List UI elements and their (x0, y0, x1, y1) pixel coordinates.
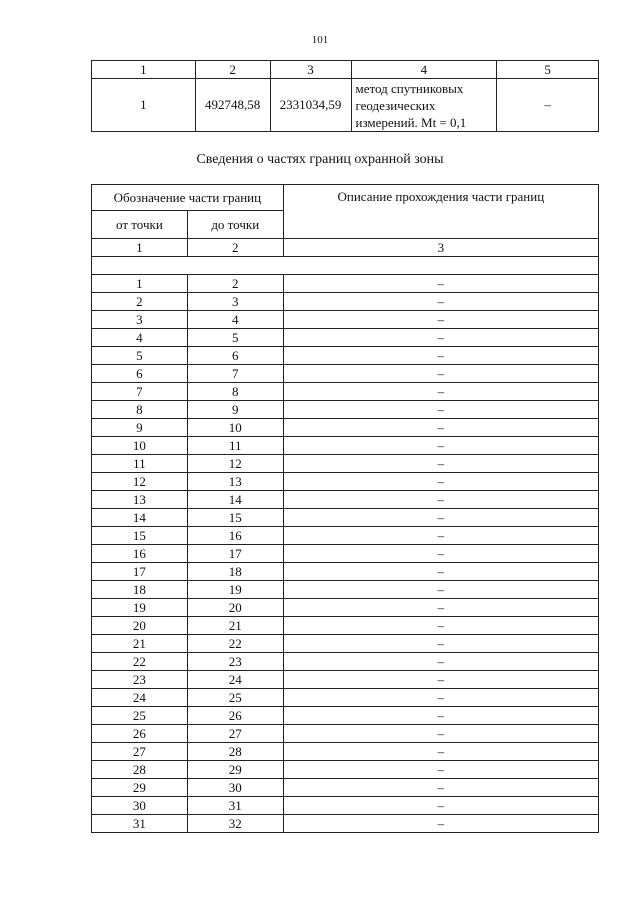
description-cell: – (283, 401, 598, 419)
table-row (92, 617, 599, 635)
section-title: Сведения о частях границ охранной зоны (196, 152, 444, 167)
table-row (92, 419, 599, 437)
to-point-cell: 4 (187, 311, 283, 329)
to-point-cell: 21 (187, 617, 283, 635)
table-row (92, 779, 599, 797)
table-row (92, 329, 599, 347)
description-cell: – (283, 275, 598, 293)
to-point-cell: 18 (187, 563, 283, 581)
description-cell: – (283, 365, 598, 383)
table-row (92, 599, 599, 617)
description-cell: – (283, 797, 598, 815)
to-point-cell: 31 (187, 797, 283, 815)
description-cell: – (283, 293, 598, 311)
description-cell: – (283, 653, 598, 671)
table-row (92, 761, 599, 779)
to-point-cell: 3 (187, 293, 283, 311)
to-point-cell: 32 (187, 815, 283, 833)
to-point-cell: 12 (187, 455, 283, 473)
to-point-cell: 30 (187, 779, 283, 797)
from-point-header: от точки (92, 211, 188, 239)
table-row (92, 797, 599, 815)
method-line-2: геодезических (355, 97, 436, 113)
to-point-cell: 26 (187, 707, 283, 725)
from-point-cell: 22 (92, 653, 188, 671)
description-cell: – (283, 725, 598, 743)
to-point-cell: 17 (187, 545, 283, 563)
page-number: 101 (311, 34, 329, 46)
x-coordinate-cell: 492748,58 (195, 79, 270, 132)
from-point-cell: 20 (92, 617, 188, 635)
to-point-cell: 13 (187, 473, 283, 491)
table-row (92, 689, 599, 707)
to-point-cell: 8 (187, 383, 283, 401)
description-cell: – (283, 311, 598, 329)
coordinates-header-4: 4 (351, 61, 497, 79)
description-cell: – (283, 815, 598, 833)
table-row (92, 815, 599, 833)
from-point-cell: 15 (92, 527, 188, 545)
from-point-cell: 2 (92, 293, 188, 311)
column-number-1: 1 (92, 239, 188, 257)
description-cell: – (283, 779, 598, 797)
table-row (92, 635, 599, 653)
from-point-cell: 3 (92, 311, 188, 329)
to-point-header: до точки (187, 211, 283, 239)
coordinates-header-1: 1 (92, 61, 196, 79)
table-row (92, 671, 599, 689)
description-cell: – (283, 455, 598, 473)
description-cell: – (283, 707, 598, 725)
coordinates-header-5: 5 (497, 61, 599, 79)
table-row (92, 293, 599, 311)
table-row (92, 347, 599, 365)
to-point-cell: 14 (187, 491, 283, 509)
from-point-cell: 10 (92, 437, 188, 455)
to-point-cell: 2 (187, 275, 283, 293)
table-row (92, 563, 599, 581)
from-point-cell: 21 (92, 635, 188, 653)
from-point-cell: 18 (92, 581, 188, 599)
from-point-cell: 12 (92, 473, 188, 491)
from-point-cell: 7 (92, 383, 188, 401)
to-point-cell: 20 (187, 599, 283, 617)
description-cell: – (283, 329, 598, 347)
to-point-cell: 22 (187, 635, 283, 653)
description-cell: – (283, 617, 598, 635)
table-row (92, 707, 599, 725)
from-point-cell: 28 (92, 761, 188, 779)
to-point-cell: 9 (187, 401, 283, 419)
description-cell: – (283, 545, 598, 563)
table-row (92, 491, 599, 509)
description-cell: – (283, 635, 598, 653)
table-row (92, 401, 599, 419)
boundary-header-row-1 (92, 185, 599, 211)
table-row (92, 311, 599, 329)
table-row (92, 455, 599, 473)
from-point-cell: 29 (92, 779, 188, 797)
from-point-cell: 4 (92, 329, 188, 347)
from-point-cell: 9 (92, 419, 188, 437)
description-cell: – (283, 689, 598, 707)
from-point-cell: 14 (92, 509, 188, 527)
table-row (92, 437, 599, 455)
description-cell: – (283, 491, 598, 509)
y-coordinate-cell: 2331034,59 (270, 79, 351, 132)
from-point-cell: 13 (92, 491, 188, 509)
description-cell: – (283, 347, 598, 365)
description-cell: – (283, 473, 598, 491)
from-point-cell: 31 (92, 815, 188, 833)
table-row (92, 473, 599, 491)
table-row (92, 365, 599, 383)
method-cell (351, 79, 497, 132)
to-point-cell: 7 (187, 365, 283, 383)
table-row (92, 725, 599, 743)
description-cell: – (283, 437, 598, 455)
column-number-2: 2 (187, 239, 283, 257)
point-number-cell: 1 (92, 79, 196, 132)
from-point-cell: 19 (92, 599, 188, 617)
coordinates-header-3: 3 (270, 61, 351, 79)
description-header: Описание прохождения части границ (283, 185, 598, 239)
table-row (92, 581, 599, 599)
coordinates-data-row (92, 79, 599, 132)
table-row (92, 743, 599, 761)
to-point-cell: 24 (187, 671, 283, 689)
from-point-cell: 8 (92, 401, 188, 419)
description-cell: – (283, 419, 598, 437)
description-cell: – (283, 581, 598, 599)
description-cell: – (283, 527, 598, 545)
to-point-cell: 28 (187, 743, 283, 761)
table-row (92, 653, 599, 671)
coordinates-header-2: 2 (195, 61, 270, 79)
description-cell: – (283, 599, 598, 617)
description-cell: – (283, 563, 598, 581)
boundary-rows (92, 275, 599, 833)
method-line-3: измерений. Mt = 0,1 (355, 114, 467, 130)
method-line-1: метод спутниковых (355, 80, 464, 96)
description-cell: – (283, 743, 598, 761)
to-point-cell: 19 (187, 581, 283, 599)
from-point-cell: 27 (92, 743, 188, 761)
from-point-cell: 6 (92, 365, 188, 383)
description-cell: – (283, 761, 598, 779)
table-row (92, 527, 599, 545)
description-cell: – (497, 79, 599, 132)
to-point-cell: 11 (187, 437, 283, 455)
coordinates-table (91, 60, 599, 132)
from-point-cell: 17 (92, 563, 188, 581)
table-row (92, 545, 599, 563)
empty-separator-row (92, 257, 599, 275)
column-number-row (92, 239, 599, 257)
group-header: Обозначение части границ (92, 185, 284, 211)
to-point-cell: 29 (187, 761, 283, 779)
table-row (92, 275, 599, 293)
from-point-cell: 5 (92, 347, 188, 365)
from-point-cell: 16 (92, 545, 188, 563)
empty-separator-cell (92, 257, 599, 275)
to-point-cell: 5 (187, 329, 283, 347)
description-cell: – (283, 509, 598, 527)
from-point-cell: 1 (92, 275, 188, 293)
to-point-cell: 27 (187, 725, 283, 743)
description-cell: – (283, 383, 598, 401)
to-point-cell: 16 (187, 527, 283, 545)
to-point-cell: 6 (187, 347, 283, 365)
from-point-cell: 11 (92, 455, 188, 473)
from-point-cell: 26 (92, 725, 188, 743)
table-row (92, 383, 599, 401)
from-point-cell: 24 (92, 689, 188, 707)
description-cell: – (283, 671, 598, 689)
to-point-cell: 10 (187, 419, 283, 437)
to-point-cell: 23 (187, 653, 283, 671)
coordinates-header-row (92, 61, 599, 79)
table-row (92, 509, 599, 527)
column-number-3: 3 (283, 239, 598, 257)
from-point-cell: 25 (92, 707, 188, 725)
to-point-cell: 25 (187, 689, 283, 707)
from-point-cell: 23 (92, 671, 188, 689)
to-point-cell: 15 (187, 509, 283, 527)
from-point-cell: 30 (92, 797, 188, 815)
boundary-parts-table (91, 184, 599, 833)
